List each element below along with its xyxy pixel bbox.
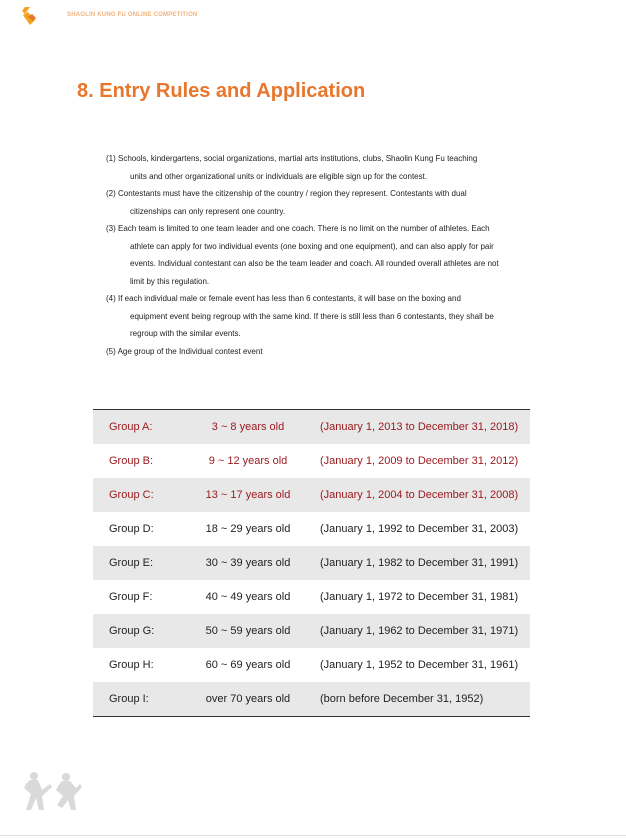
- birth-date-range: (January 1, 2013 to December 31, 2018): [320, 421, 519, 433]
- rule-item: [106, 220, 532, 290]
- age-range: 3 ~ 8 years old: [211, 421, 285, 433]
- group-label: Group C:: [109, 489, 154, 501]
- group-label: Group G:: [109, 625, 155, 637]
- table-row: [93, 478, 530, 512]
- rule-number: (1): [106, 154, 116, 163]
- table-row: [93, 580, 530, 614]
- group-label: Group E:: [109, 557, 154, 569]
- rule-line: citizenships can only represent one country.: [130, 206, 286, 216]
- group-label: Group I:: [109, 693, 149, 705]
- rule-line: Each team is limited to one team leader and one coach. There is no limit on the number of athletes. Each: [118, 224, 490, 233]
- age-range: 50 ~ 59 years old: [205, 625, 291, 637]
- rule-line: If each individual male or female event has less than 6 contestants, it will base on the boxing and: [118, 294, 461, 303]
- rule-line: limit by this regulation.: [130, 276, 210, 286]
- rule-line: Contestants must have the citizenship of the country / region they represent. Contestants with dual: [118, 189, 467, 198]
- kung-fu-fighters-silhouette-icon: [22, 770, 82, 814]
- age-range: 13 ~ 17 years old: [205, 489, 291, 501]
- rule-number: (5): [106, 346, 116, 356]
- age-range: 9 ~ 12 years old: [208, 455, 288, 467]
- birth-date-range: (January 1, 1952 to December 31, 1961): [320, 659, 519, 671]
- rule-line: Age group of the Individual contest event: [117, 346, 263, 356]
- birth-date-range: (January 1, 1972 to December 31, 1981): [320, 591, 519, 603]
- header-title: SHAOLIN KUNG FU ONLINE COMPETITION: [67, 12, 198, 18]
- table-row: [93, 614, 530, 648]
- rule-number: (2): [106, 189, 116, 198]
- rules-list: [106, 150, 532, 360]
- age-group-table: [93, 409, 530, 717]
- birth-date-range: (January 1, 1962 to December 31, 1971): [320, 625, 519, 637]
- age-range: 40 ~ 49 years old: [205, 591, 291, 603]
- birth-date-range: (January 1, 2004 to December 31, 2008): [320, 489, 519, 501]
- section-title: 8. Entry Rules and Application: [77, 80, 366, 102]
- table-row: [93, 682, 530, 716]
- rule-number: (3): [106, 224, 116, 233]
- rule-item: [106, 150, 532, 185]
- orange-chevron-logo-icon: [22, 7, 38, 25]
- birth-date-range: (January 1, 1982 to December 31, 1991): [320, 557, 519, 569]
- rule-line: regroup with the similar events.: [130, 329, 241, 338]
- age-range: over 70 years old: [205, 693, 291, 705]
- rule-number: (4): [106, 294, 116, 303]
- table-row: [93, 410, 530, 444]
- age-range: 18 ~ 29 years old: [205, 523, 291, 535]
- table-row: [93, 512, 530, 546]
- rule-line: events. Individual contestant can also be the team leader and coach. All rounded overall athletes are not: [130, 259, 499, 268]
- rule-line: athlete can apply for two individual events (one boxing and one equipment), and can also apply for pair: [130, 241, 494, 251]
- age-range: 60 ~ 69 years old: [205, 659, 291, 671]
- age-range: 30 ~ 39 years old: [205, 557, 291, 569]
- birth-date-range: (January 1, 2009 to December 31, 2012): [320, 455, 519, 467]
- group-label: Group B:: [109, 455, 154, 467]
- group-label: Group A:: [109, 421, 153, 433]
- birth-date-range: (born before December 31, 1952): [320, 693, 484, 705]
- group-label: Group F:: [109, 591, 153, 603]
- table-row: [93, 444, 530, 478]
- group-label: Group D:: [109, 523, 154, 535]
- footer-divider: [0, 835, 626, 836]
- table-row: [93, 546, 530, 580]
- table-row: [93, 648, 530, 682]
- rule-line: units and other organizational units or individuals are eligible sign up for the contest.: [130, 171, 428, 181]
- rule-item: [106, 343, 532, 361]
- rule-line: Schools, kindergartens, social organizations, martial arts institutions, clubs, Shaolin Kung Fu teaching: [118, 154, 478, 163]
- rule-item: [106, 185, 532, 220]
- group-label: Group H:: [109, 659, 154, 671]
- rule-line: equipment event being regroup with the same kind. If there is still less than 6 contestants, they shall be: [130, 311, 494, 321]
- birth-date-range: (January 1, 1992 to December 31, 2003): [320, 523, 519, 535]
- rule-item: [106, 290, 532, 343]
